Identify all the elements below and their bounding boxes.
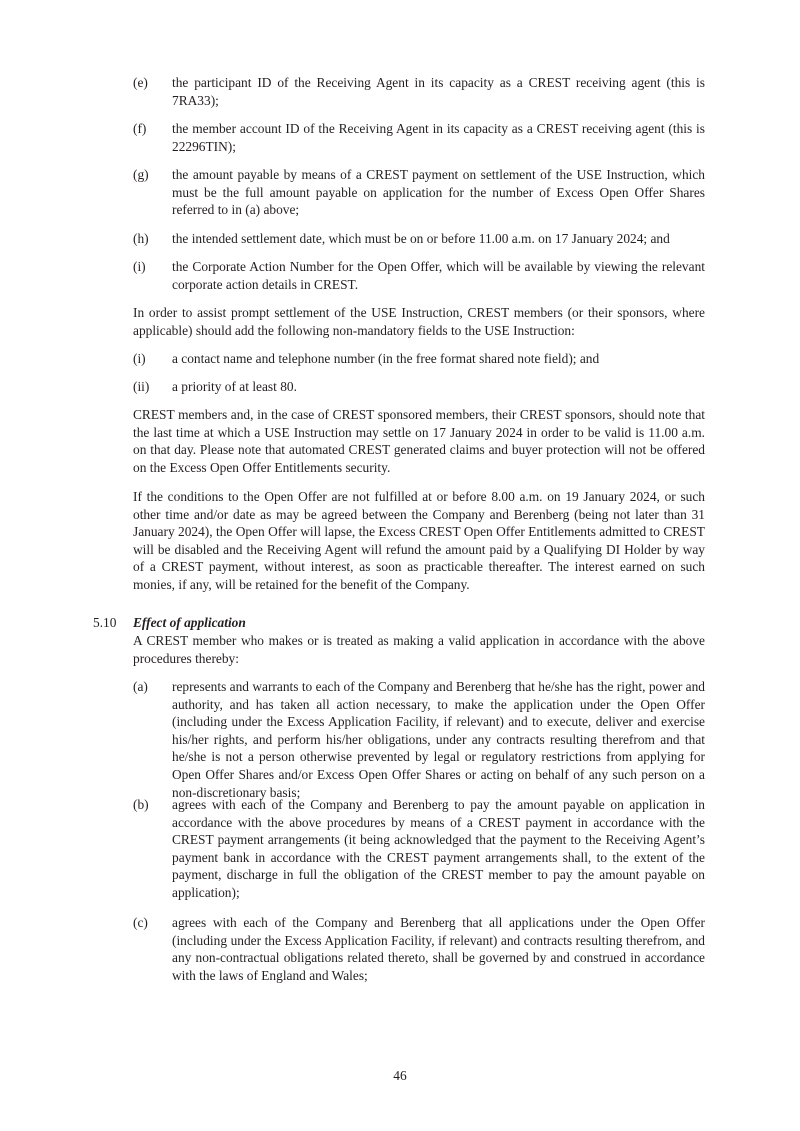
list-label: (b): [133, 797, 149, 812]
list-item-optional-i: [133, 350, 705, 368]
list-text: the Corporate Action Number for the Open Offer, which will be available by viewing the relevant corporate action details in CREST.: [172, 259, 705, 292]
list-label: (f): [133, 121, 147, 136]
page-number: 46: [393, 1068, 407, 1083]
list-text: the amount payable by means of a CREST payment on settlement of the USE Instruction, which must be the full amount payable on application for the number of Excess Open Offer Shares referred to in (a) above;: [172, 167, 705, 218]
list-label: (i): [133, 351, 146, 366]
list-text: represents and warrants to each of the Company and Berenberg that he/she has the right, power and authority, and has taken all action necessary, to make the application under the Open Offer (including under the Excess Application Facility, if relevant) and to execute, deliver and exercise his/her rights, and perform his/her obligations, under any contracts resulting therefrom and that he/she is not a person otherwise prevented by legal or regulatory restrictions from applying for Open Offer Shares and/or Excess Open Offer Shares or acting on behalf of any such person on a non-discretionary basis;: [172, 679, 705, 800]
list-label: (c): [133, 915, 148, 930]
list-text: agrees with each of the Company and Berenberg to pay the amount payable on application in accordance with the above procedures by means of a CREST payment in accordance with the CREST payment arrangements (it being acknowledged that the payment to the Receiving Agent’s payment bank in accordance with the CREST payment arrangements shall, to the extent of the payment, discharge in full the obligation of the CREST member to pay the amount payable on application);: [172, 797, 705, 900]
list-text: the participant ID of the Receiving Agent in its capacity as a CREST receiving agent (this is 7RA33);: [172, 75, 705, 108]
list-label: (h): [133, 231, 149, 246]
list-label: (i): [133, 259, 146, 274]
paragraph-crest-members: CREST members and, in the case of CREST sponsored members, their CREST sponsors, should note that the last time at which a USE Instruction may settle on 17 January 2024 in order to be valid is 11.00 a.m. on that day. Please note that automated CREST generated claims and buyer protection will not be offered on the Excess Open Offer Entitlements security.: [133, 407, 705, 475]
list-item-b: [133, 796, 705, 902]
section-intro: A CREST member who makes or is treated as making a valid application in accordance with the above procedures thereby:: [133, 633, 705, 666]
list-label: (a): [133, 679, 148, 694]
list-text: the intended settlement date, which must be on or before 11.00 a.m. on 17 January 2024; and: [172, 231, 670, 246]
paragraph-conditions: If the conditions to the Open Offer are not fulfilled at or before 8.00 a.m. on 19 January 2024, or such other time and/or date as may be agreed between the Company and Berenberg (being not later than 31 January 2024), the Open Offer will lapse, the Excess CREST Open Offer Entitlements admitted to CREST will be disabled and the Receiving Agent will refund the amount paid by a Qualifying DI Holder by way of a CREST payment, without interest, as soon as practicable thereafter. The interest earned on such monies, if any, will be retained for the benefit of the Company.: [133, 489, 705, 592]
section-number: 5.10: [93, 615, 117, 630]
list-item-a: [133, 678, 705, 801]
list-label: (ii): [133, 379, 150, 394]
list-item-f: [133, 120, 705, 155]
list-item-h: [133, 230, 705, 248]
list-label: (e): [133, 75, 148, 90]
list-text: a priority of at least 80.: [172, 379, 297, 394]
list-item-g: [133, 166, 705, 219]
list-item-e: [133, 74, 705, 109]
list-label: (g): [133, 167, 149, 182]
list-text: agrees with each of the Company and Berenberg that all applications under the Open Offer (including under the Excess Application Facility, if relevant) and contracts resulting therefrom, and any non-contractual obligations related thereto, shall be governed by and construed in accordance with the laws of England and Wales;: [172, 915, 705, 983]
list-text: the member account ID of the Receiving Agent in its capacity as a CREST receiving agent (this is 22296TIN);: [172, 121, 705, 154]
paragraph-assist-settlement: In order to assist prompt settlement of the USE Instruction, CREST members (or their sponsors, where applicable) should add the following non-mandatory fields to the USE Instruction:: [133, 305, 705, 338]
list-item-i: [133, 258, 705, 293]
list-item-c: [133, 914, 705, 984]
section-title: Effect of application: [133, 615, 246, 630]
list-item-optional-ii: [133, 378, 705, 396]
list-text: a contact name and telephone number (in the free format shared note field); and: [172, 351, 600, 366]
